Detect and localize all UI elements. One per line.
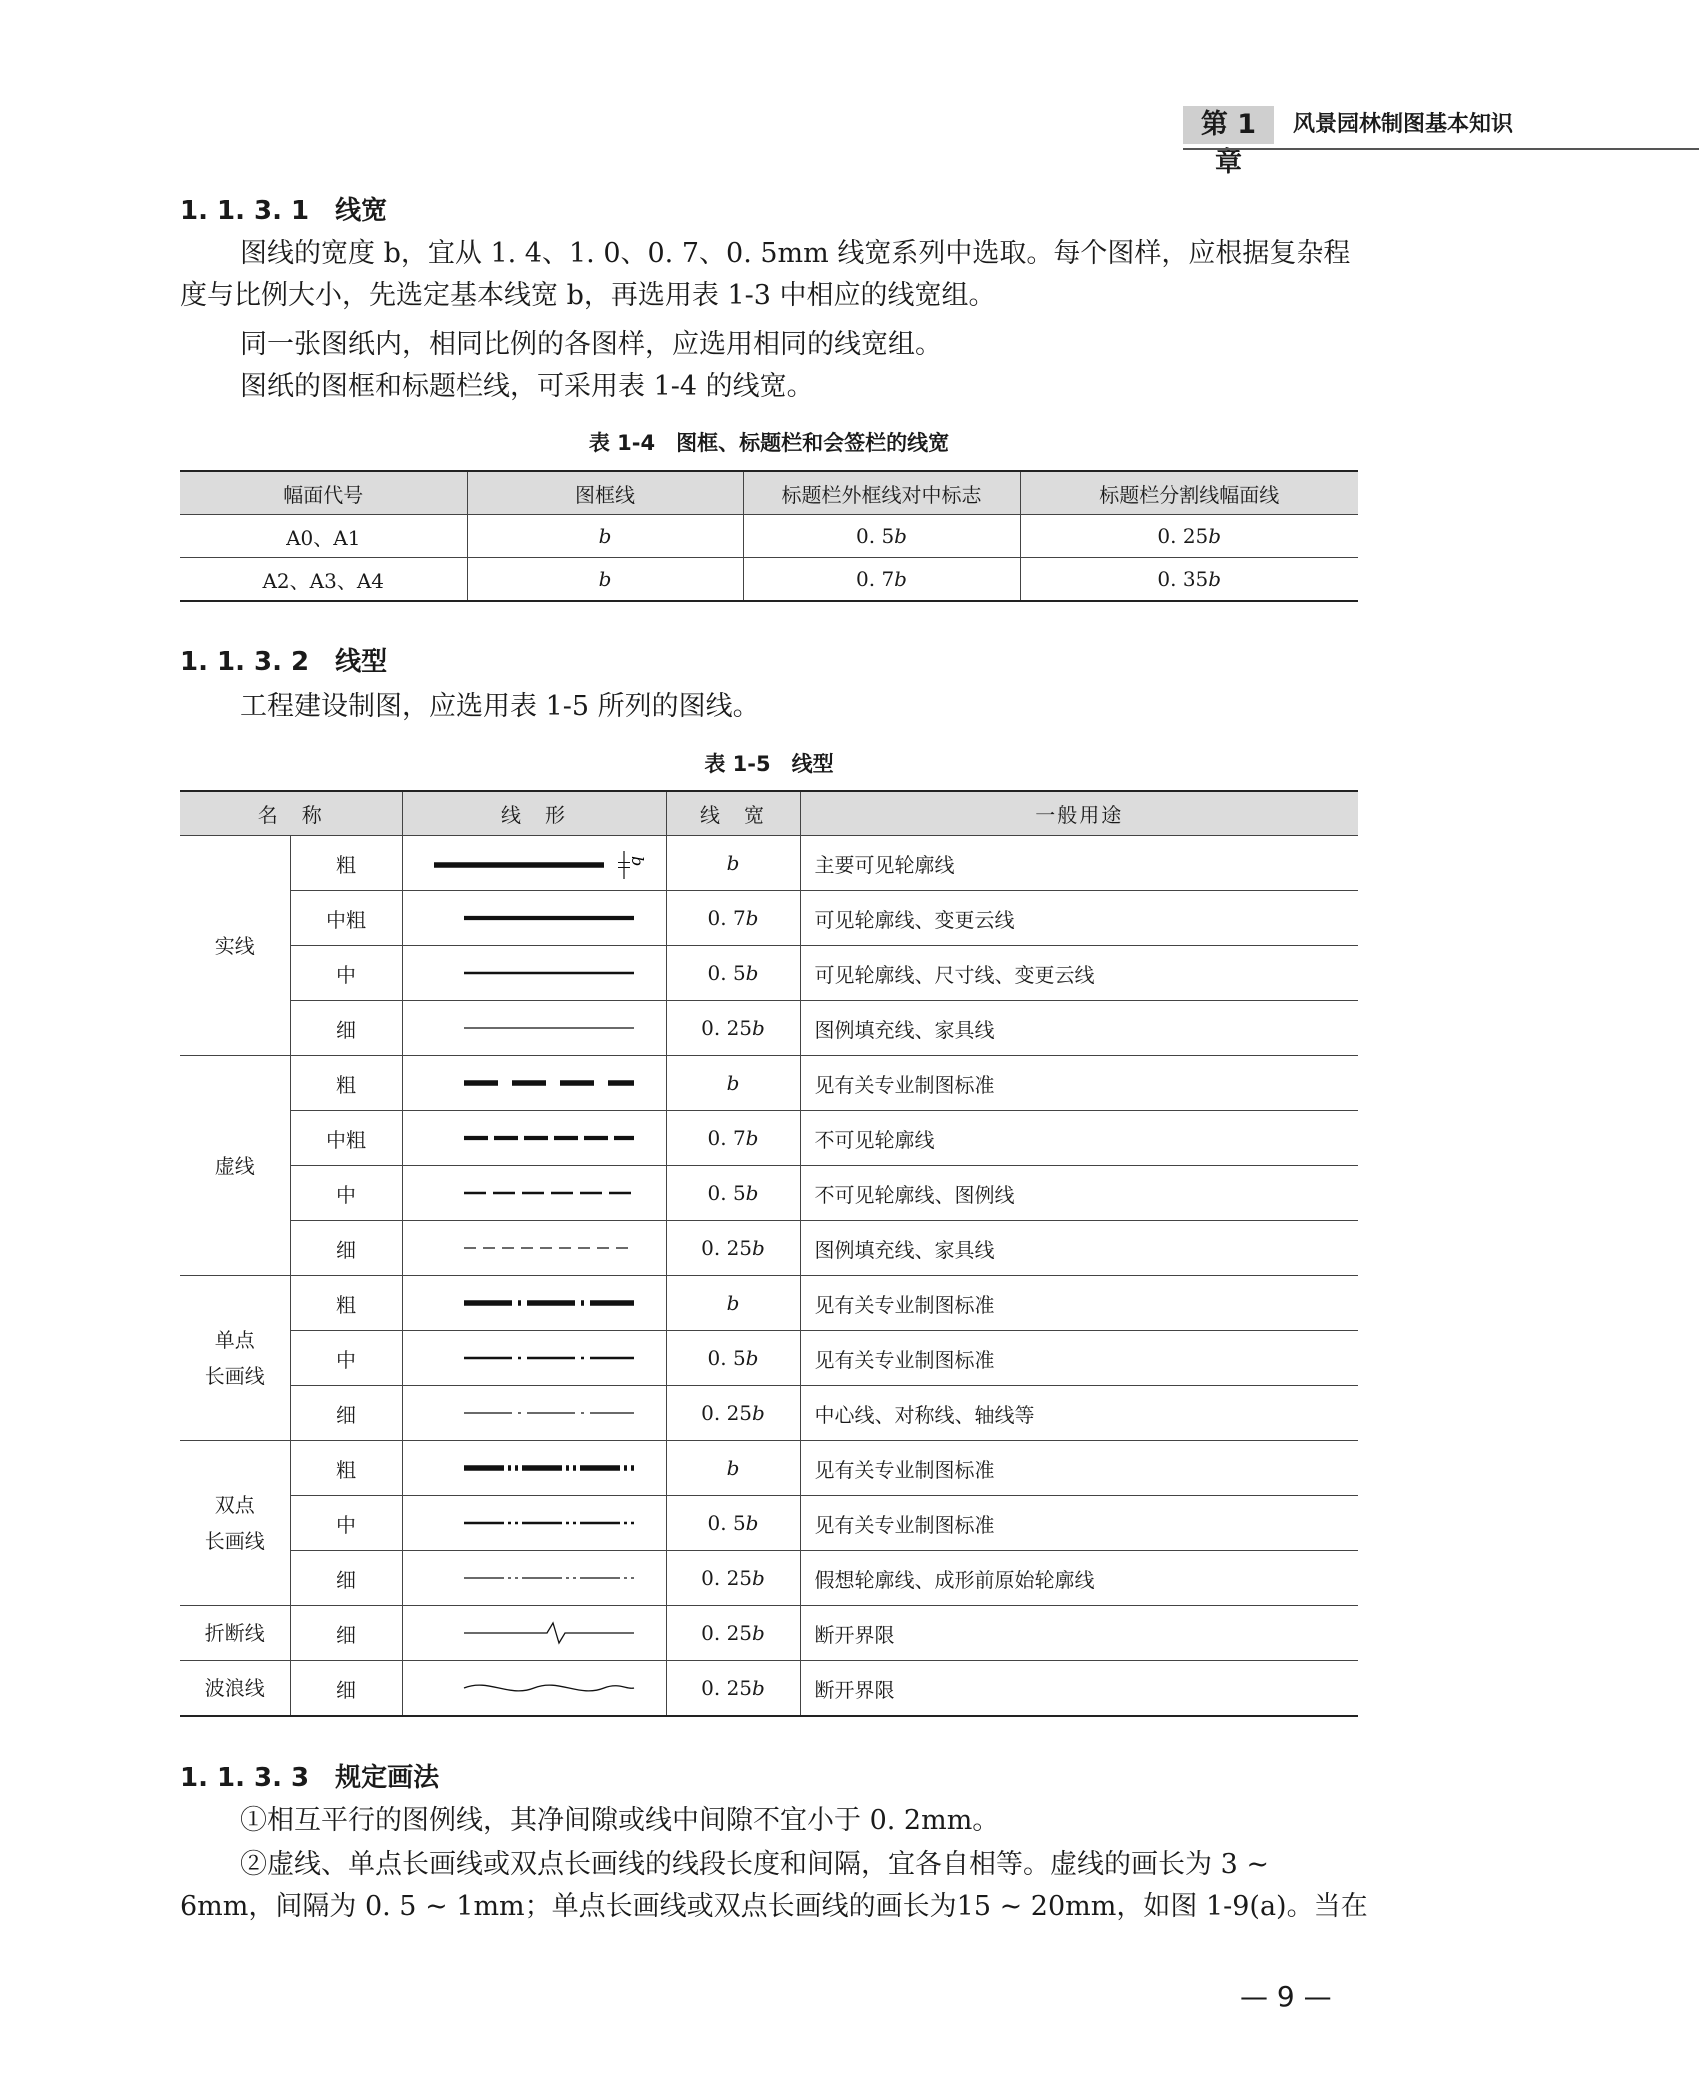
line-sample bbox=[419, 1063, 649, 1103]
line-sample-cell bbox=[402, 1001, 666, 1056]
table-row bbox=[180, 891, 1358, 946]
variable-b: b bbox=[752, 1236, 765, 1260]
line-weight-name: 中 bbox=[290, 1496, 402, 1551]
variable-b: b bbox=[726, 1071, 740, 1095]
variable-b: b bbox=[1208, 524, 1222, 548]
line-usage: 主要可见轮廓线 bbox=[800, 836, 1358, 891]
line-usage: 可见轮廓线、尺寸线、变更云线 bbox=[800, 946, 1358, 1001]
paragraph: 图线的宽度 b，宜从 1. 4、1. 0、0. 7、0. 5mm 线宽系列中选取。每个图样，应根据复杂程 bbox=[240, 238, 1351, 269]
line-sample bbox=[419, 1008, 649, 1048]
table-caption: 表 1-5 线型 bbox=[704, 752, 834, 776]
variable-b: b bbox=[752, 1566, 765, 1590]
table-cell: 0. 7b bbox=[743, 558, 1020, 602]
table-row bbox=[180, 836, 1358, 891]
line-type-name: 实线 bbox=[180, 836, 290, 1056]
variable-b: b bbox=[745, 1346, 759, 1370]
table-cell: 0. 35b bbox=[1020, 558, 1358, 602]
line-weight-name: 中粗 bbox=[290, 891, 402, 946]
section-number: 1. 1. 3. 2 bbox=[180, 647, 310, 677]
line-weight-name: 细 bbox=[290, 1551, 402, 1606]
line-weight-name: 粗 bbox=[290, 1056, 402, 1111]
svg-text:b: b bbox=[628, 856, 647, 867]
line-sample bbox=[419, 1448, 649, 1488]
line-weight-name: 粗 bbox=[290, 836, 402, 891]
column-header: 线 形 bbox=[402, 791, 666, 836]
variable-b: b bbox=[745, 1511, 759, 1535]
table-cell bbox=[467, 558, 743, 602]
table-row bbox=[180, 1661, 1358, 1717]
line-weight-name: 中 bbox=[290, 1166, 402, 1221]
line-usage: 见有关专业制图标准 bbox=[800, 1331, 1358, 1386]
section-title: 线宽 bbox=[335, 196, 388, 226]
line-weight-name: 细 bbox=[290, 1661, 402, 1717]
line-usage: 图例填充线、家具线 bbox=[800, 1001, 1358, 1056]
line-width-value bbox=[666, 1056, 800, 1111]
column-header: 一般用途 bbox=[800, 791, 1358, 836]
section-number: 1. 1. 3. 1 bbox=[180, 196, 310, 226]
section-title: 规定画法 bbox=[335, 1763, 440, 1793]
table-cell: 0. 25b bbox=[1020, 515, 1358, 558]
variable-b: b bbox=[745, 906, 759, 930]
line-weight-name: 中 bbox=[290, 1331, 402, 1386]
table-row bbox=[180, 1056, 1358, 1111]
table-row bbox=[180, 1166, 1358, 1221]
variable-b: b bbox=[726, 1291, 740, 1315]
line-width-value: 0. 5b bbox=[666, 1496, 800, 1551]
variable-b: b bbox=[726, 851, 740, 875]
column-header: 标题栏外框线对中标志 bbox=[743, 471, 1020, 515]
variable-b: b bbox=[745, 961, 759, 985]
line-sample bbox=[419, 1558, 649, 1598]
table-row bbox=[180, 558, 1358, 602]
line-sample bbox=[419, 953, 649, 993]
table-row bbox=[180, 1606, 1358, 1661]
column-header: 图框线 bbox=[467, 471, 743, 515]
table-row bbox=[180, 1441, 1358, 1496]
variable-b: b bbox=[598, 567, 612, 591]
line-sample-cell bbox=[402, 1551, 666, 1606]
line-sample-cell bbox=[402, 1276, 666, 1331]
line-usage: 见有关专业制图标准 bbox=[800, 1441, 1358, 1496]
line-width-value: 0. 25b bbox=[666, 1661, 800, 1717]
line-width-value: 0. 25b bbox=[666, 1001, 800, 1056]
line-sample bbox=[419, 1338, 649, 1378]
line-weight-name: 中粗 bbox=[290, 1111, 402, 1166]
line-sample-cell bbox=[402, 946, 666, 1001]
line-sample bbox=[419, 1228, 649, 1268]
line-width-value: 0. 25b bbox=[666, 1386, 800, 1441]
line-sample bbox=[419, 843, 649, 883]
table-cell: 0. 5b bbox=[743, 515, 1020, 558]
line-sample-cell bbox=[402, 1441, 666, 1496]
line-width-value: 0. 5b bbox=[666, 1166, 800, 1221]
table-cell: A0、A1 bbox=[180, 515, 467, 558]
line-weight-name: 粗 bbox=[290, 1276, 402, 1331]
paragraph: 6mm，间隔为 0. 5 ~ 1mm；单点长画线或双点长画线的画长为15 ~ 20mm，如图 1-9(a)。当在 bbox=[180, 1891, 1368, 1922]
variable-b: b bbox=[752, 1676, 765, 1700]
line-sample bbox=[419, 1668, 649, 1708]
table-row bbox=[180, 1001, 1358, 1056]
line-sample-cell bbox=[402, 1386, 666, 1441]
line-type-name: 虚线 bbox=[180, 1056, 290, 1276]
line-usage: 断开界限 bbox=[800, 1661, 1358, 1717]
section-heading-drawing-rules bbox=[180, 1760, 439, 1796]
line-sample-cell bbox=[402, 1166, 666, 1221]
paragraph: ①相互平行的图例线，其净间隙或线中间隙不宜小于 0. 2mm。 bbox=[240, 1805, 1000, 1836]
line-sample-cell bbox=[402, 891, 666, 946]
line-usage: 假想轮廓线、成形前原始轮廓线 bbox=[800, 1551, 1358, 1606]
line-width-value: 0. 25b bbox=[666, 1606, 800, 1661]
table-cell: A2、A3、A4 bbox=[180, 558, 467, 602]
line-type-name: 双点 长画线 bbox=[180, 1441, 290, 1606]
table-row bbox=[180, 1221, 1358, 1276]
line-sample-cell bbox=[402, 1496, 666, 1551]
line-usage: 不可见轮廓线 bbox=[800, 1111, 1358, 1166]
line-sample bbox=[419, 1503, 649, 1543]
line-width-value bbox=[666, 836, 800, 891]
variable-b: b bbox=[1208, 567, 1222, 591]
line-width-value: 0. 5b bbox=[666, 946, 800, 1001]
line-sample-cell bbox=[402, 1661, 666, 1717]
column-header: 幅面代号 bbox=[180, 471, 467, 515]
table-row bbox=[180, 1331, 1358, 1386]
variable-b: b bbox=[752, 1401, 765, 1425]
line-usage: 见有关专业制图标准 bbox=[800, 1056, 1358, 1111]
line-sample bbox=[419, 1393, 649, 1433]
line-sample-cell bbox=[402, 1221, 666, 1276]
line-sample bbox=[419, 1283, 649, 1323]
line-weight-name: 细 bbox=[290, 1221, 402, 1276]
line-usage: 图例填充线、家具线 bbox=[800, 1221, 1358, 1276]
line-width-value: 0. 7b bbox=[666, 1111, 800, 1166]
variable-b: b bbox=[894, 567, 907, 591]
section-title: 线型 bbox=[335, 647, 388, 677]
chapter-label: 第 1 章 bbox=[1183, 106, 1274, 144]
line-weight-name: 中 bbox=[290, 946, 402, 1001]
table-caption: 表 1-4 图框、标题栏和会签栏的线宽 bbox=[588, 431, 950, 455]
column-header: 标题栏分割线幅面线 bbox=[1020, 471, 1358, 515]
line-width-value bbox=[666, 1441, 800, 1496]
variable-b: b bbox=[726, 1456, 740, 1480]
page-number: — 9 — bbox=[1240, 1980, 1332, 2013]
line-usage: 可见轮廓线、变更云线 bbox=[800, 891, 1358, 946]
line-sample bbox=[419, 1118, 649, 1158]
paragraph: ②虚线、单点长画线或双点长画线的线段长度和间隔，宜各自相等。虚线的画长为 3 ~ bbox=[240, 1849, 1269, 1880]
paragraph: 图纸的图框和标题栏线，可采用表 1-4 的线宽。 bbox=[240, 371, 814, 402]
line-width-value: 0. 25b bbox=[666, 1551, 800, 1606]
section-heading-line-type bbox=[180, 644, 387, 680]
table-row bbox=[180, 1496, 1358, 1551]
section-heading-line-width bbox=[180, 193, 387, 229]
header-rule bbox=[1183, 148, 1699, 150]
variable-b: b bbox=[894, 524, 907, 548]
section-number: 1. 1. 3. 3 bbox=[180, 1763, 310, 1793]
line-weight-name: 细 bbox=[290, 1386, 402, 1441]
table-row bbox=[180, 515, 1358, 558]
variable-b: b bbox=[745, 1181, 759, 1205]
line-sample bbox=[419, 898, 649, 938]
line-sample bbox=[419, 1173, 649, 1213]
table-cell bbox=[467, 515, 743, 558]
line-width-value: 0. 5b bbox=[666, 1331, 800, 1386]
running-header-title: 风景园林制图基本知识 bbox=[1293, 112, 1514, 137]
table-row bbox=[180, 946, 1358, 1001]
line-weight-name: 细 bbox=[290, 1001, 402, 1056]
line-usage: 见有关专业制图标准 bbox=[800, 1276, 1358, 1331]
line-width-value: 0. 25b bbox=[666, 1221, 800, 1276]
column-header: 名 称 bbox=[180, 791, 402, 836]
paragraph: 度与比例大小，先选定基本线宽 b，再选用表 1-3 中相应的线宽组。 bbox=[180, 280, 996, 311]
line-type-name: 折断线 bbox=[180, 1606, 290, 1661]
table-row bbox=[180, 1551, 1358, 1606]
line-sample-cell bbox=[402, 1331, 666, 1386]
line-type-table bbox=[180, 790, 1358, 1717]
line-weight-name: 粗 bbox=[290, 1441, 402, 1496]
paragraph: 工程建设制图，应选用表 1-5 所列的图线。 bbox=[240, 691, 760, 722]
line-usage: 不可见轮廓线、图例线 bbox=[800, 1166, 1358, 1221]
table-row bbox=[180, 1386, 1358, 1441]
line-width-value bbox=[666, 1276, 800, 1331]
line-sample-cell bbox=[402, 1606, 666, 1661]
line-sample-cell bbox=[402, 836, 666, 891]
line-sample bbox=[419, 1613, 649, 1653]
variable-b: b bbox=[752, 1016, 765, 1040]
line-width-value: 0. 7b bbox=[666, 891, 800, 946]
line-type-name: 单点 长画线 bbox=[180, 1276, 290, 1441]
column-header: 线 宽 bbox=[666, 791, 800, 836]
variable-b: b bbox=[752, 1621, 765, 1645]
line-sample-cell bbox=[402, 1111, 666, 1166]
frame-line-width-table bbox=[180, 470, 1358, 602]
table-row bbox=[180, 1276, 1358, 1331]
line-usage: 断开界限 bbox=[800, 1606, 1358, 1661]
line-type-name: 波浪线 bbox=[180, 1661, 290, 1717]
variable-b: b bbox=[745, 1126, 759, 1150]
line-usage: 见有关专业制图标准 bbox=[800, 1496, 1358, 1551]
paragraph: 同一张图纸内，相同比例的各图样，应选用相同的线宽组。 bbox=[240, 329, 942, 360]
variable-b: b bbox=[598, 524, 612, 548]
line-sample-cell bbox=[402, 1056, 666, 1111]
line-weight-name: 细 bbox=[290, 1606, 402, 1661]
table-row bbox=[180, 1111, 1358, 1166]
line-usage: 中心线、对称线、轴线等 bbox=[800, 1386, 1358, 1441]
